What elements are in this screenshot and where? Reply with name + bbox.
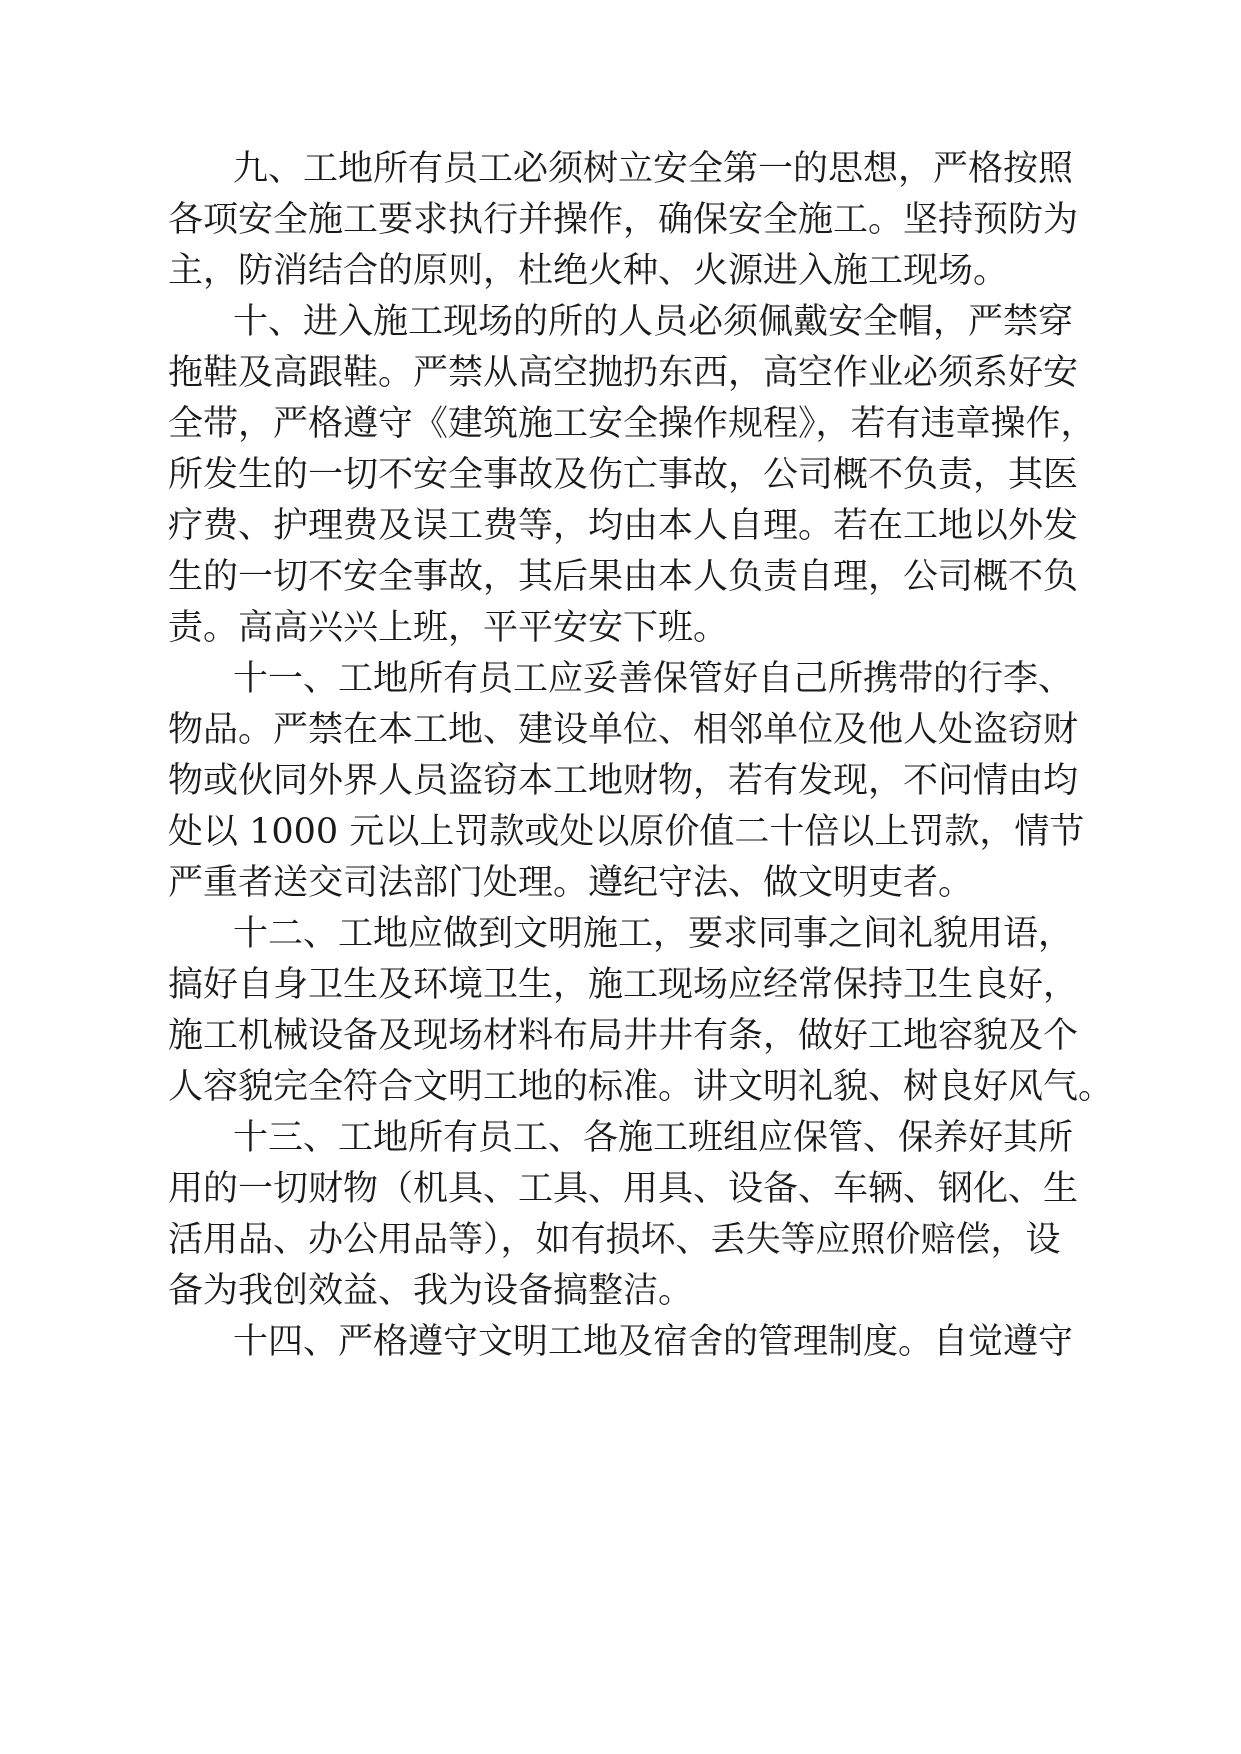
paragraph-10-line-2: 拖鞋及高跟鞋。严禁从高空抛扔东西，高空作业必须系好安 bbox=[168, 353, 1079, 393]
paragraph-11-line-3: 物或伙同外界人员盗窃本工地财物，若有发现，不问情由均 bbox=[168, 761, 1079, 801]
paragraph-13-line-2: 用的一切财物（机具、工具、用具、设备、车辆、钢化、生 bbox=[168, 1169, 1079, 1209]
paragraph-10-line-4: 所发生的一切不安全事故及伤亡事故，公司概不负责，其医 bbox=[168, 455, 1079, 495]
paragraph-11-line-5: 严重者送交司法部门处理。遵纪守法、做文明吏者。 bbox=[168, 863, 974, 903]
paragraph-14-line-1: 十四、严格遵守文明工地及宿舍的管理制度。自觉遵守 bbox=[233, 1322, 1074, 1362]
paragraph-10-line-7: 责。高高兴兴上班，平平安安下班。 bbox=[168, 608, 729, 648]
paragraph-10-line-1: 十、进入施工现场的所的人员必须佩戴安全帽，严禁穿 bbox=[233, 302, 1074, 342]
paragraph-11-line-4: 处以 1000 元以上罚款或处以原价值二十倍以上罚款，情节 bbox=[168, 812, 1085, 852]
paragraph-12-line-3: 施工机械设备及现场材料布局井井有条，做好工地容貌及个 bbox=[168, 1016, 1079, 1056]
paragraph-12-line-4: 人容貌完全符合文明工地的标准。讲文明礼貌、树良好风气。 bbox=[168, 1067, 1114, 1107]
paragraph-9-line-1: 九、工地所有员工必须树立安全第一的思想，严格按照 bbox=[233, 149, 1074, 189]
paragraph-13-line-3: 活用品、办公用品等），如有损坏、丢失等应照价赔偿，设 bbox=[168, 1220, 1061, 1260]
paragraph-13-line-1: 十三、工地所有员工、各施工班组应保管、保养好其所 bbox=[233, 1118, 1074, 1158]
paragraph-10-line-3: 全带，严格遵守《建筑施工安全操作规程》，若有违章操作， bbox=[168, 404, 1096, 444]
paragraph-9-line-2: 各项安全施工要求执行并操作，确保安全施工。坚持预防为 bbox=[168, 200, 1079, 240]
paragraph-9-line-3: 主，防消结合的原则，杜绝火种、火源进入施工现场。 bbox=[168, 251, 1009, 291]
paragraph-13-line-4: 备为我创效益、我为设备搞整洁。 bbox=[168, 1271, 694, 1311]
paragraph-10-line-5: 疗费、护理费及误工费等，均由本人自理。若在工地以外发 bbox=[168, 506, 1079, 546]
paragraph-11-line-1: 十一、工地所有员工应妥善保管好自己所携带的行李、 bbox=[233, 659, 1074, 699]
paragraph-12-line-2: 搞好自身卫生及环境卫生，施工现场应经常保持卫生良好， bbox=[168, 965, 1079, 1005]
paragraph-11-line-2: 物品。严禁在本工地、建设单位、相邻单位及他人处盗窃财 bbox=[168, 710, 1079, 750]
paragraph-10-line-6: 生的一切不安全事故，其后果由本人负责自理，公司概不负 bbox=[168, 557, 1079, 597]
paragraph-12-line-1: 十二、工地应做到文明施工，要求同事之间礼貌用语， bbox=[233, 914, 1074, 954]
